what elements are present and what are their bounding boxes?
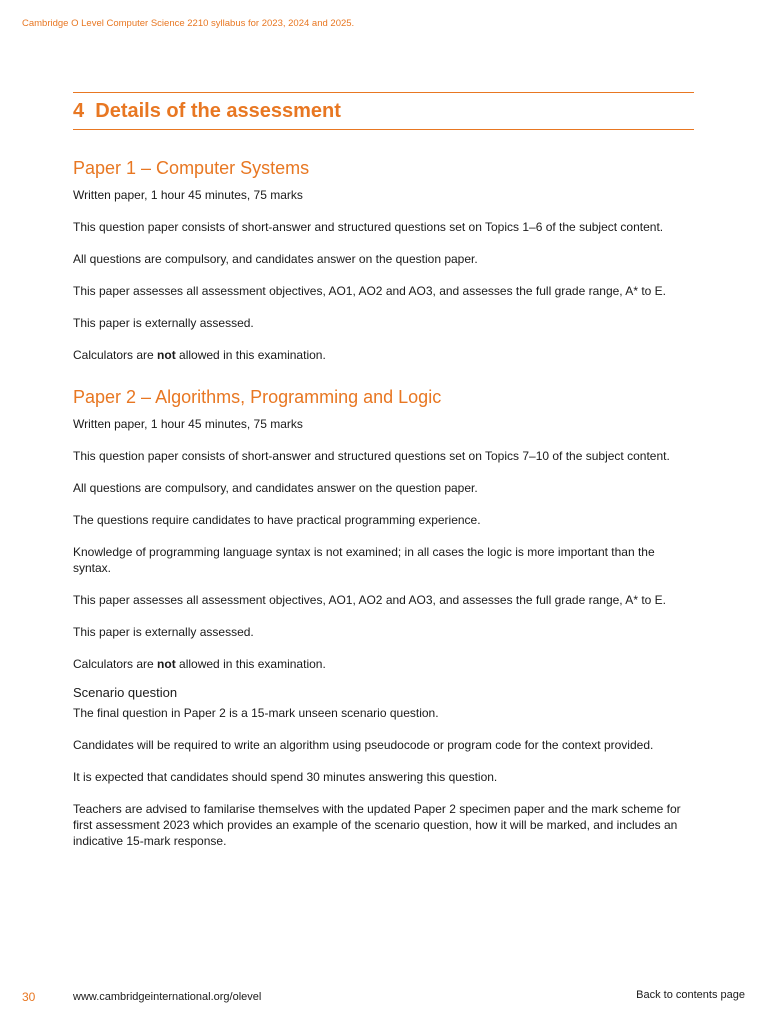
scenario-paragraph: It is expected that candidates should spend 30 minutes answering this question. <box>73 770 498 784</box>
paper1-calculators <box>73 347 694 363</box>
scenario-heading: Scenario question <box>73 685 178 700</box>
main-content <box>73 158 694 865</box>
paper2-calculators <box>73 656 694 672</box>
running-header: Cambridge O Level Computer Science 2210 syllabus for 2023, 2024 and 2025. <box>22 18 355 29</box>
calc-text: allowed in this examination. <box>175 657 326 671</box>
calc-emphasis: not <box>157 348 176 362</box>
paper1-heading: Paper 1 – Computer Systems <box>73 158 310 178</box>
paper2-format: Written paper, 1 hour 45 minutes, 75 marks <box>73 417 303 431</box>
paper2-paragraph: This paper assesses all assessment objectives, AO1, AO2 and AO3, and assesses the full grade range, A* to E. <box>73 593 666 607</box>
scenario-paragraph: Candidates will be required to write an algorithm using pseudocode or program code for the context provided. <box>73 738 654 752</box>
paper1-paragraph: This question paper consists of short-answer and structured questions set on Topics 1–6 of the subject content. <box>73 220 664 234</box>
section-title-text: Details of the assessment <box>95 100 341 122</box>
paper2-heading: Paper 2 – Algorithms, Programming and Logic <box>73 387 442 407</box>
calc-emphasis: not <box>157 657 176 671</box>
paper1-paragraph: All questions are compulsory, and candidates answer on the question paper. <box>73 252 478 266</box>
section-title <box>73 100 341 123</box>
paper2-paragraph: The questions require candidates to have practical programming experience. <box>73 513 481 527</box>
calc-text: Calculators are <box>73 348 158 362</box>
website-link[interactable]: www.cambridgeinternational.org/olevel <box>73 991 262 1003</box>
section-number: 4 <box>73 100 85 122</box>
calc-text: allowed in this examination. <box>175 348 326 362</box>
back-to-contents-link[interactable]: Back to contents page <box>636 989 745 1001</box>
page-number: 30 <box>22 990 36 1004</box>
scenario-paragraph: Teachers are advised to familarise themselves with the updated Paper 2 specimen paper and the mark scheme for first assessment 2023 which provides an example of the scenario question, how it will be marked, and includes an indicative 15-mark response. <box>73 802 681 848</box>
calc-text: Calculators are <box>73 657 158 671</box>
paper2-paragraph: All questions are compulsory, and candidates answer on the question paper. <box>73 481 478 495</box>
paper1-format: Written paper, 1 hour 45 minutes, 75 marks <box>73 188 303 202</box>
paper2-paragraph: Knowledge of programming language syntax is not examined; in all cases the logic is more important than the syntax. <box>73 545 655 575</box>
section-header <box>73 92 694 130</box>
paper1-paragraph: This paper is externally assessed. <box>73 316 254 330</box>
paper2-paragraph: This question paper consists of short-answer and structured questions set on Topics 7–10 of the subject content. <box>73 449 670 463</box>
paper1-paragraph: This paper assesses all assessment objectives, AO1, AO2 and AO3, and assesses the full grade range, A* to E. <box>73 284 666 298</box>
paper2-paragraph: This paper is externally assessed. <box>73 625 254 639</box>
scenario-paragraph: The final question in Paper 2 is a 15-mark unseen scenario question. <box>73 706 439 720</box>
